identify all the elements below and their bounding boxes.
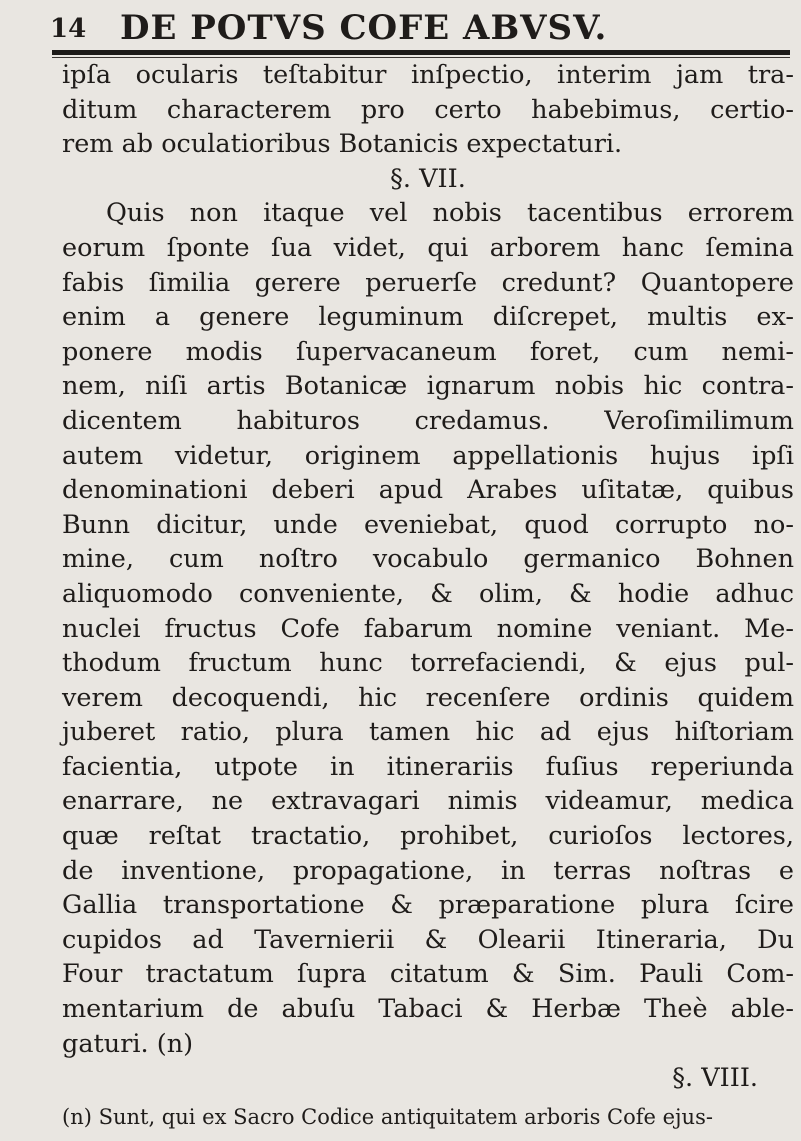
text-line: cupidos ad Tavernierii & Olearii Itineraria, Du — [62, 924, 794, 955]
footnote: (n) Sunt, qui ex Sacro Codice antiquitatem arboris Cofe ejus- — [62, 1105, 713, 1129]
text-line: Quis non itaque vel nobis tacentibus errorem — [106, 198, 794, 229]
text-line: Bunn dicitur, unde eveniebat, quod corrupto no- — [62, 509, 794, 540]
text-line: rem ab oculatioribus Botanicis expectaturi. — [62, 129, 623, 160]
text-line: dicentem habituros credamus. Veroſimilimum — [62, 405, 794, 436]
page-header — [50, 4, 790, 48]
text-line: autem videtur, originem appellationis hujus ipſi — [62, 440, 794, 471]
text-line: gaturi. (n) — [62, 1028, 194, 1059]
text-line: nem, niſi artis Botanicæ ignarum nobis hic contra- — [62, 371, 794, 402]
text-line: mentarium de abuſu Tabaci & Herbæ Theè able- — [62, 994, 794, 1025]
text-line: quæ reſtat tractatio, prohibet, curioſos lectores, — [62, 821, 794, 852]
running-head: DE POTVS COFE ABVSV. — [120, 8, 608, 48]
text-line: de inventione, propagatione, in terras noſtras e — [62, 855, 794, 886]
text-line: ponere modis ſupervacaneum foret, cum nemi- — [62, 336, 794, 367]
text-line: nuclei fructus Cofe fabarum nomine veniant. Me- — [62, 613, 794, 644]
text-line: ditum characterem pro certo habebimus, certio- — [62, 94, 794, 125]
text-line: fabis ſimilia gerere peruerſe credunt? Quantopere — [62, 267, 794, 298]
text-line: verem decoquendi, hic recenſere ordinis quidem — [62, 682, 794, 713]
text-line: thodum fructum hunc torrefaciendi, & ejus pul- — [62, 648, 794, 679]
text-line: juberet ratio, plura tamen hic ad ejus hiſtoriam — [62, 717, 794, 748]
header-rule — [52, 50, 790, 55]
text-line: aliquomodo conveniente, & olim, & hodie adhuc — [62, 578, 794, 609]
text-line: facientia, utpote in itinerariis fuſius reperiunda — [62, 751, 794, 782]
catchword-section-heading: §. VIII. — [672, 1063, 758, 1094]
text-line: Four tractatum ſupra citatum & Sim. Pauli Com- — [62, 959, 794, 990]
text-line: mine, cum noſtro vocabulo germanico Bohnen — [62, 544, 794, 575]
section-heading: §. VII. — [390, 163, 466, 194]
text-line: ipſa ocularis teſtabitur inſpectio, interim jam tra- — [62, 60, 794, 90]
body-text — [62, 58, 794, 1096]
text-line: enarrare, ne extravagari nimis videamur, medica — [62, 786, 794, 817]
text-line: Gallia transportatione & præparatione plura ſcire — [62, 890, 794, 921]
text-line: eorum ſponte ſua videt, qui arborem hanc ſemina — [62, 232, 794, 263]
text-line: denominationi deberi apud Arabes uſitatæ, quibus — [62, 475, 794, 506]
text-line: enim a genere leguminum diſcrepet, multis ex- — [62, 302, 794, 333]
page-number: 14 — [50, 14, 87, 44]
